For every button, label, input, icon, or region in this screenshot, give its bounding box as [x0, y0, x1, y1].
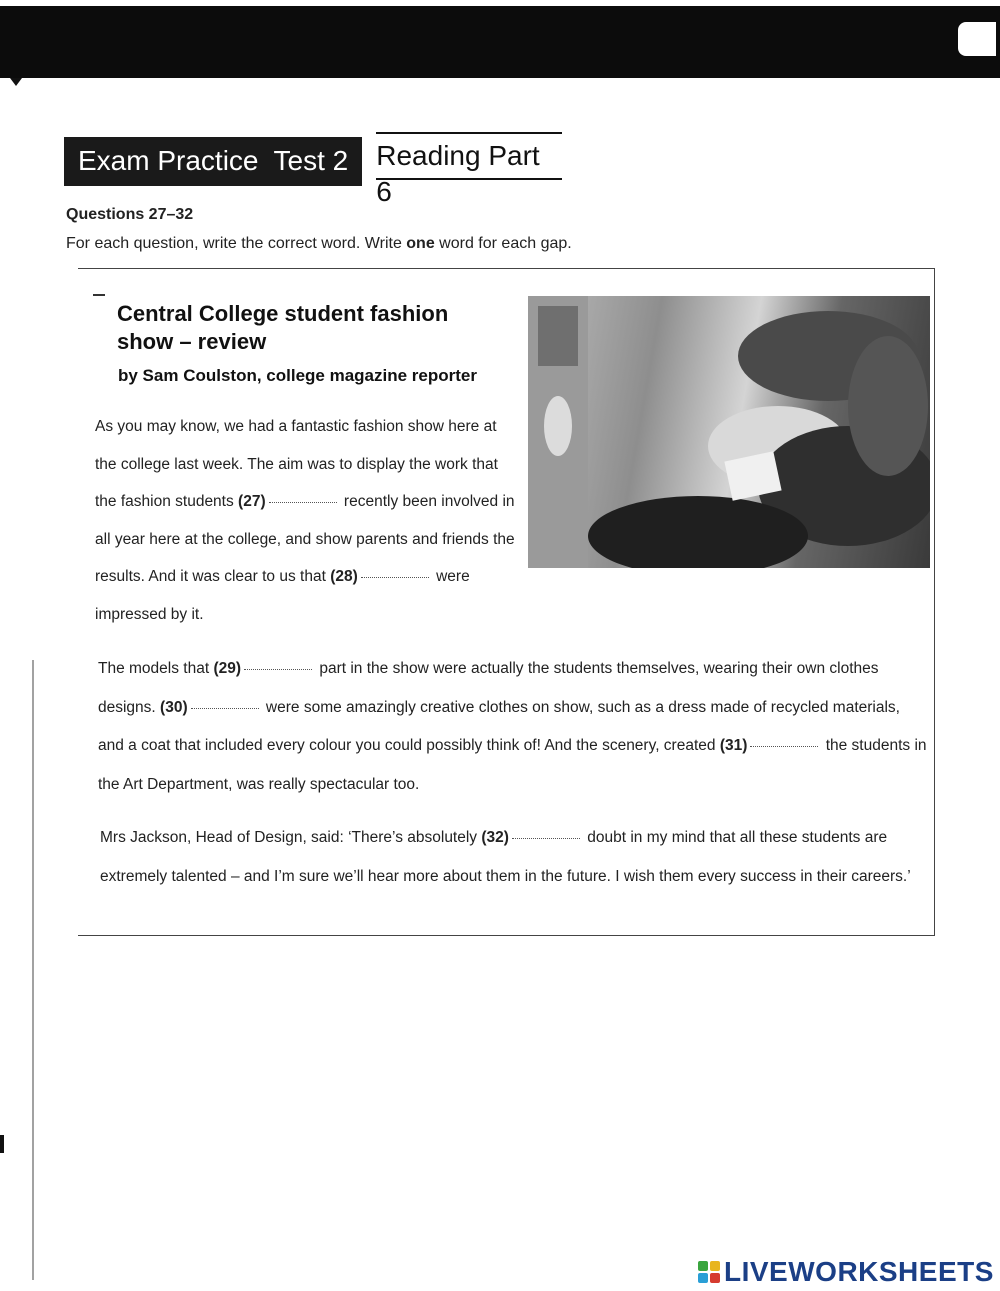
paragraph-text: were impressed by it.: [95, 568, 470, 623]
answer-gap-32[interactable]: [512, 837, 580, 839]
article-paragraph-3: [100, 818, 930, 896]
paragraph-text: doubt in my mind that all these students are extremely talented – and I’m sure we’ll hear more about them in the future. I wish them every success in their careers.’: [100, 829, 911, 885]
scan-marker: [10, 78, 22, 86]
liveworksheets-logo[interactable]: [698, 1256, 994, 1288]
instructions: [66, 235, 572, 253]
scan-left-mark: [0, 1135, 4, 1153]
logo-square-green: [698, 1261, 708, 1271]
scan-left-edge: [32, 660, 34, 1280]
paragraph-text: recently been involved in all year here at the college, and show parents and friends the results. And it was clear to us that: [95, 493, 515, 586]
answer-gap-28[interactable]: [361, 576, 429, 578]
logo-text: LIVEWORKSHEETS: [724, 1256, 994, 1287]
questions-title: Questions 27–32: [66, 206, 194, 223]
fashion-show-photo: [528, 296, 930, 568]
scan-notch: [958, 22, 996, 56]
question-number-31: (31): [719, 737, 748, 754]
question-number-30: (30): [160, 698, 188, 716]
paragraph-text: part in the show were actually the students themselves, wearing their own clothes designs.: [98, 660, 879, 716]
article-title: Central College student fashion show – review: [117, 301, 449, 354]
scan-top-bar: [0, 6, 1000, 78]
question-number-28: (28): [330, 568, 358, 586]
paragraph-text: The models that: [98, 660, 214, 677]
answer-gap-27[interactable]: [269, 501, 337, 503]
article-paragraph-2: [98, 650, 928, 804]
reading-part-label: Reading Part 6: [376, 132, 562, 180]
paragraph-text: Mrs Jackson, Head of Design, said: ‘There’s absolutely: [100, 829, 482, 846]
paragraph-text: were some amazingly creative clothes on show, such as a dress made of recycled materials, and a coat that included every colour you could possibly think of! And the scenery, created: [98, 698, 900, 754]
article-dash: [93, 294, 105, 296]
paragraph-text: the students in the Art Department, was really spectacular too.: [98, 737, 927, 793]
question-number-29: (29): [213, 660, 242, 677]
page-header: [64, 137, 562, 207]
logo-square-blue: [698, 1273, 708, 1283]
answer-gap-30[interactable]: [191, 707, 259, 709]
article-byline: by Sam Coulston, college magazine reporter: [118, 366, 477, 385]
liveworksheets-logo-icon: [698, 1261, 720, 1283]
question-number-27: (27): [238, 493, 266, 511]
answer-gap-29[interactable]: [244, 668, 312, 670]
instructions-emphasis: one: [406, 235, 435, 252]
exam-practice-label: Exam Practice Test 2: [64, 137, 362, 186]
logo-square-red: [710, 1273, 720, 1283]
logo-square-yellow: [710, 1261, 720, 1271]
instructions-text: For each question, write the correct word. Write: [66, 235, 407, 252]
question-number-32: (32): [481, 829, 509, 846]
instructions-text-end: word for each gap.: [434, 235, 572, 252]
article-paragraph-1: [95, 408, 515, 634]
answer-gap-31[interactable]: [750, 745, 818, 747]
paragraph-text: As you may know, we had a fantastic fashion show here at the college last week. The aim was to display the work that the fashion students: [95, 418, 498, 511]
